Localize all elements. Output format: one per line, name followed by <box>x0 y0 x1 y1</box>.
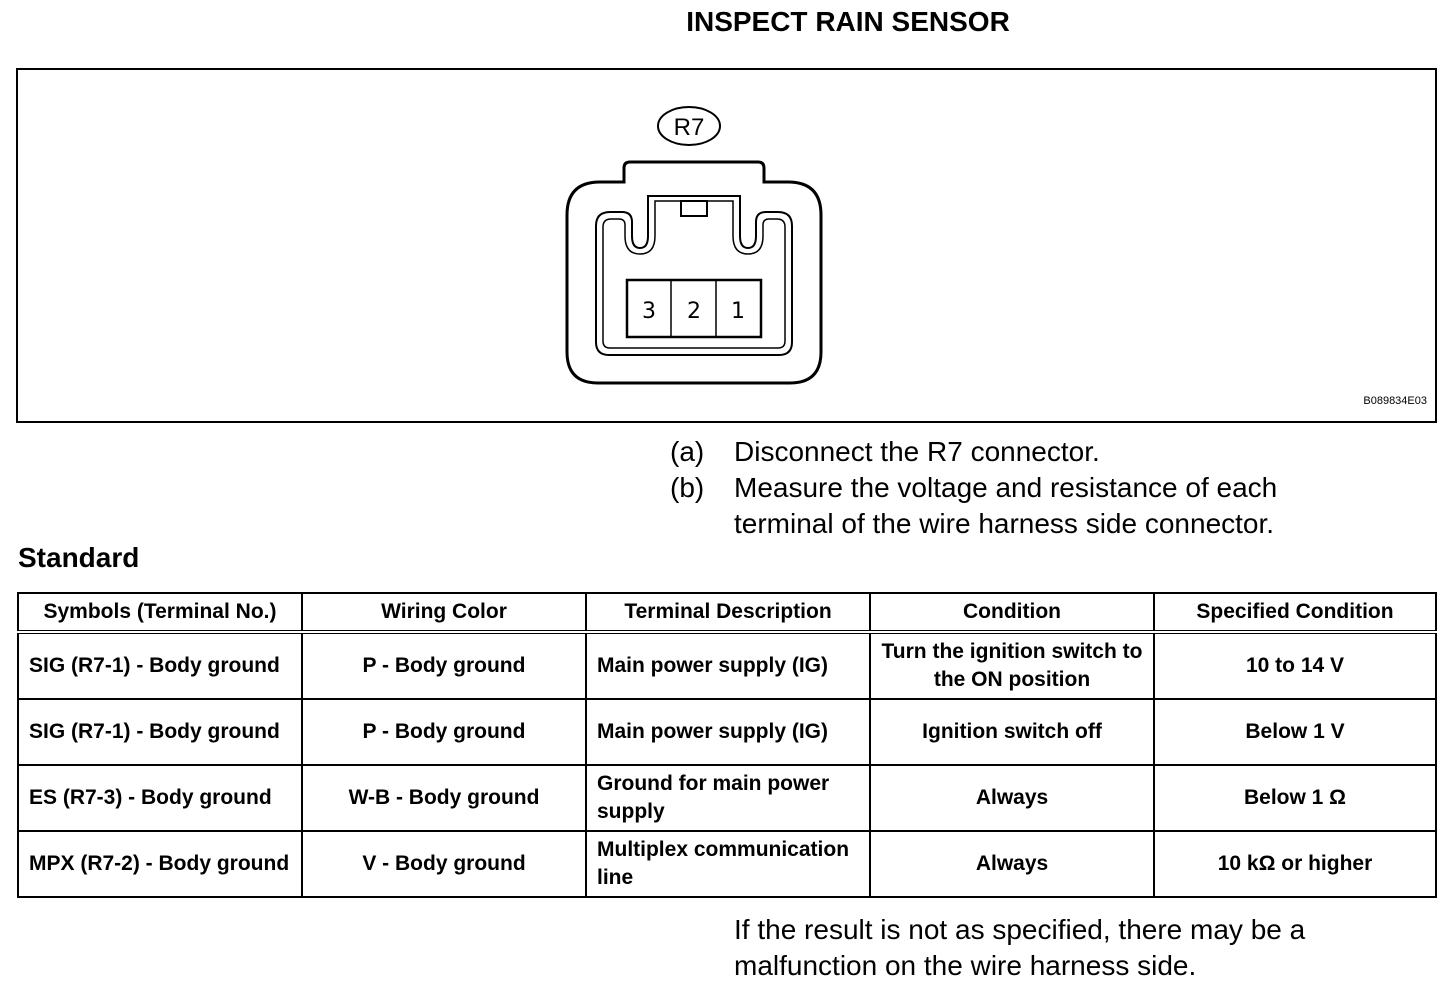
step-item <box>670 434 1374 470</box>
specification-table <box>17 592 1437 898</box>
connector-diagram <box>18 70 1435 421</box>
table-cell: Turn the ignition switch to the ON position <box>870 632 1154 699</box>
figure-code: B089834E03 <box>1363 395 1427 407</box>
connector-label: R7 <box>673 114 705 141</box>
table-row <box>18 831 1436 897</box>
table-cell: Below 1 Ω <box>1154 765 1436 831</box>
table-cell: ES (R7-3) - Body ground <box>18 765 302 831</box>
table-cell: Always <box>870 831 1154 897</box>
instruction-steps <box>670 434 1374 542</box>
table-cell: Main power supply (IG) <box>586 699 870 765</box>
column-header: Wiring Color <box>302 593 586 632</box>
table-cell: W-B - Body ground <box>302 765 586 831</box>
table-row <box>18 699 1436 765</box>
table-cell: Ignition switch off <box>870 699 1154 765</box>
connector-inner-outline <box>603 201 785 348</box>
connector-lock-tab <box>681 201 707 216</box>
step-text: Measure the voltage and resistance of each terminal of the wire harness side connector. <box>734 472 1278 539</box>
footer-note: If the result is not as specified, there may be a malfunction on the wire harness side. <box>734 914 1306 981</box>
table-cell: P - Body ground <box>302 632 586 699</box>
table-row <box>18 632 1436 699</box>
table-cell: Always <box>870 765 1154 831</box>
table-header-row <box>18 593 1436 632</box>
pin-label: 2 <box>687 299 701 324</box>
table-cell: Ground for main power supply <box>586 765 870 831</box>
table-cell: SIG (R7-1) - Body ground <box>18 699 302 765</box>
step-letter: (b) <box>670 472 705 503</box>
table-row <box>18 765 1436 831</box>
table-cell: Below 1 V <box>1154 699 1436 765</box>
column-header: Terminal Description <box>586 593 870 632</box>
step-text: Disconnect the R7 connector. <box>734 436 1100 467</box>
column-header: Condition <box>870 593 1154 632</box>
pin-label: 3 <box>642 299 656 324</box>
table-cell: 10 kΩ or higher <box>1154 831 1436 897</box>
table-cell: MPX (R7-2) - Body ground <box>18 831 302 897</box>
table-cell: SIG (R7-1) - Body ground <box>18 632 302 699</box>
table-cell: Multiplex communication line <box>586 831 870 897</box>
connector-inner-housing <box>596 196 792 355</box>
standard-heading: Standard <box>18 542 140 573</box>
table-cell: P - Body ground <box>302 699 586 765</box>
connector-figure <box>16 68 1437 423</box>
step-letter: (a) <box>670 436 705 467</box>
column-header: Symbols (Terminal No.) <box>18 593 302 632</box>
page-title: INSPECT RAIN SENSOR <box>686 6 1010 37</box>
table-cell: V - Body ground <box>302 831 586 897</box>
table-cell: Main power supply (IG) <box>586 632 870 699</box>
table-cell: 10 to 14 V <box>1154 632 1436 699</box>
pin-label: 1 <box>731 299 745 324</box>
column-header: Specified Condition <box>1154 593 1436 632</box>
step-item <box>670 470 1374 542</box>
